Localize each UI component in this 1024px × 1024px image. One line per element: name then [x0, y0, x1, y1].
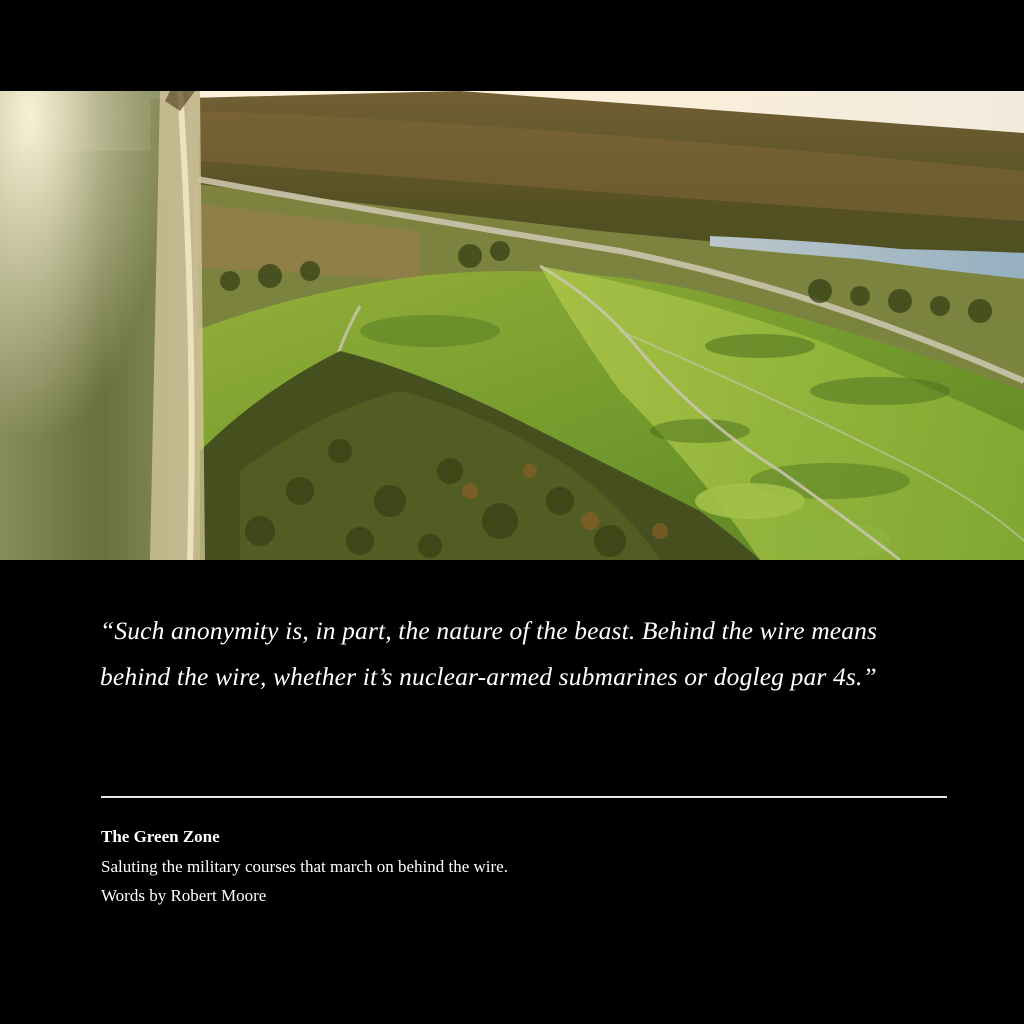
article-subtitle: Saluting the military courses that march on behind the wire.	[101, 857, 508, 876]
aerial-golf-course-photo	[0, 91, 1024, 560]
pull-quote: “Such anonymity is, in part, the nature of the beast. Behind the wire means behind the wire, whether it’s nuclear-armed submarines or dogleg par 4s.”	[100, 616, 878, 691]
article-byline: Words by Robert Moore	[101, 886, 267, 905]
article-title: The Green Zone	[101, 827, 220, 846]
divider-rule	[101, 796, 947, 798]
